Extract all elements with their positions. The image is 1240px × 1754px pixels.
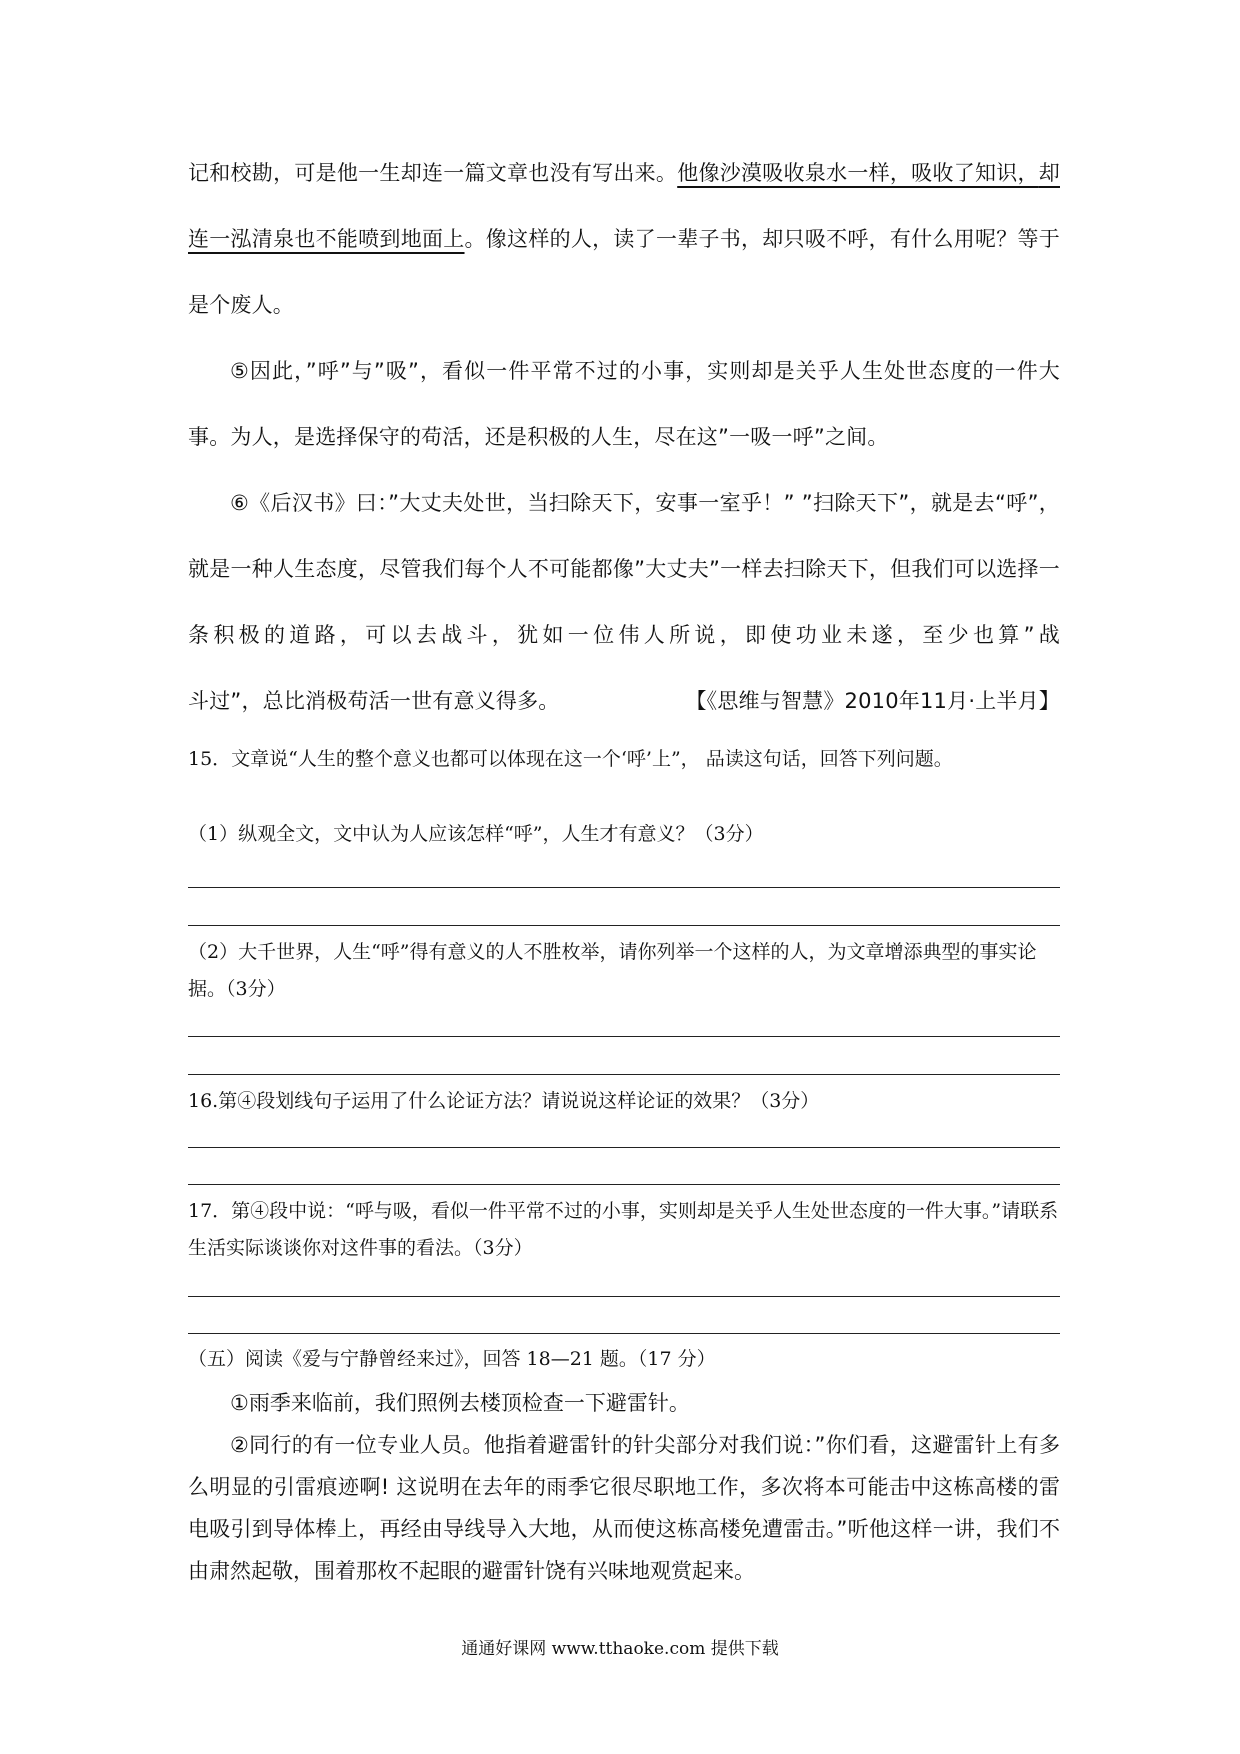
paragraph-4-continuation	[188, 140, 1060, 338]
section-5-paragraph-1: ①雨季来临前，我们照例去楼顶检查一下避雷针。	[230, 1391, 690, 1415]
paragraph-6: ⑥《后汉书》曰：”大丈夫处世，当扫除天下，安事一室乎！” ”扫除天下”，就是去“呼”，就是一种人生态度，尽管我们每个人不可能都像”大丈夫”一样去扫除天下，但我们可以选择一条积极的道路，可以去战斗，犹如一位伟人所说，即使功业未遂，至少也算”战	[188, 491, 1060, 647]
underlined-part-1: 他像沙漠吸收泉水一样，吸收了知识，	[677, 161, 1039, 185]
question-15-1-text: （1）纵观全文，文中认为人应该怎样“呼”，人生才有意义？（3分）	[188, 823, 764, 845]
section-5-body	[188, 1382, 1060, 1592]
answer-line[interactable]	[188, 887, 1060, 888]
paragraph-6-last-line: 斗过”，总比消极苟活一世有意义得多。	[188, 689, 560, 713]
source-citation: 【《思维与智慧》2010年11月·上半月】	[685, 689, 1060, 713]
question-15-2-text: （2）大千世界，人生“呼”得有意义的人不胜枚举，请你列举一个这样的人，为文章增添典型的事实论据。（3分）	[188, 941, 1037, 1000]
question-15-2	[188, 934, 1060, 1008]
question-17	[188, 1193, 1060, 1267]
answer-line[interactable]	[188, 1184, 1060, 1185]
question-16-text: 16.第④段划线句子运用了什么论证方法？请说说这样论证的效果？（3分）	[188, 1090, 820, 1112]
question-16	[188, 1083, 1060, 1120]
section-5-heading	[188, 1341, 1060, 1378]
question-15-stem: 15．文章说“人生的整个意义也都可以体现在这一个‘呼’上”， 品读这句话，回答下列问题。	[188, 748, 953, 770]
text-segment: 记和校勘，可是他一生却连一篇文章也没有写出来。	[188, 161, 678, 185]
page-footer: 通通好课网 www.tthaoke.com 提供下载	[461, 1639, 779, 1659]
answer-line[interactable]	[188, 925, 1060, 926]
underlined-part-2: 却连一泓清泉也不能喷到地面上	[188, 161, 1060, 251]
question-15-1	[188, 816, 1060, 853]
answer-line[interactable]	[188, 1074, 1060, 1075]
text-segment: 。像这样的人，读了一辈子书，却只吸不呼，有什么用呢？等于是个废人。	[188, 227, 1060, 317]
answer-line[interactable]	[188, 1333, 1060, 1334]
section-5-heading-text: （五）阅读《爱与宁静曾经来过》，回答 18—21 题。（17 分）	[188, 1348, 716, 1370]
question-17-text: 17．第④段中说：“呼与吸，看似一件平常不过的小事，实则却是关乎人生处世态度的一件大事。”请联系生活实际谈谈你对这件事的看法。（3分）	[188, 1200, 1059, 1259]
paragraph-6-end	[188, 668, 1060, 734]
paragraph-5: ⑤因此，”呼”与”吸”，看似一件平常不过的小事，实则却是关乎人生处世态度的一件大事。为人，是选择保守的苟活，还是积极的人生，尽在这”一吸一呼”之间。	[188, 359, 1060, 449]
question-15	[188, 741, 1060, 778]
answer-line[interactable]	[188, 1147, 1060, 1148]
article-body	[188, 140, 1060, 734]
section-5-paragraph-2: ②同行的有一位专业人员。他指着避雷针的针尖部分对我们说：”你们看，这避雷针上有多么明显的引雷痕迹啊! 这说明在去年的雨季它很尽职地工作，多次将本可能击中这栋高楼的雷电吸引到导体棒上，再经由导线导入大地，从而使这栋高楼免遭雷击。”听他这样一讲，我们不由肃然起敬，围着那枚不起眼的避雷针饶有兴味地观赏起来。	[188, 1433, 1060, 1583]
answer-line[interactable]	[188, 1296, 1060, 1297]
answer-line[interactable]	[188, 1036, 1060, 1037]
